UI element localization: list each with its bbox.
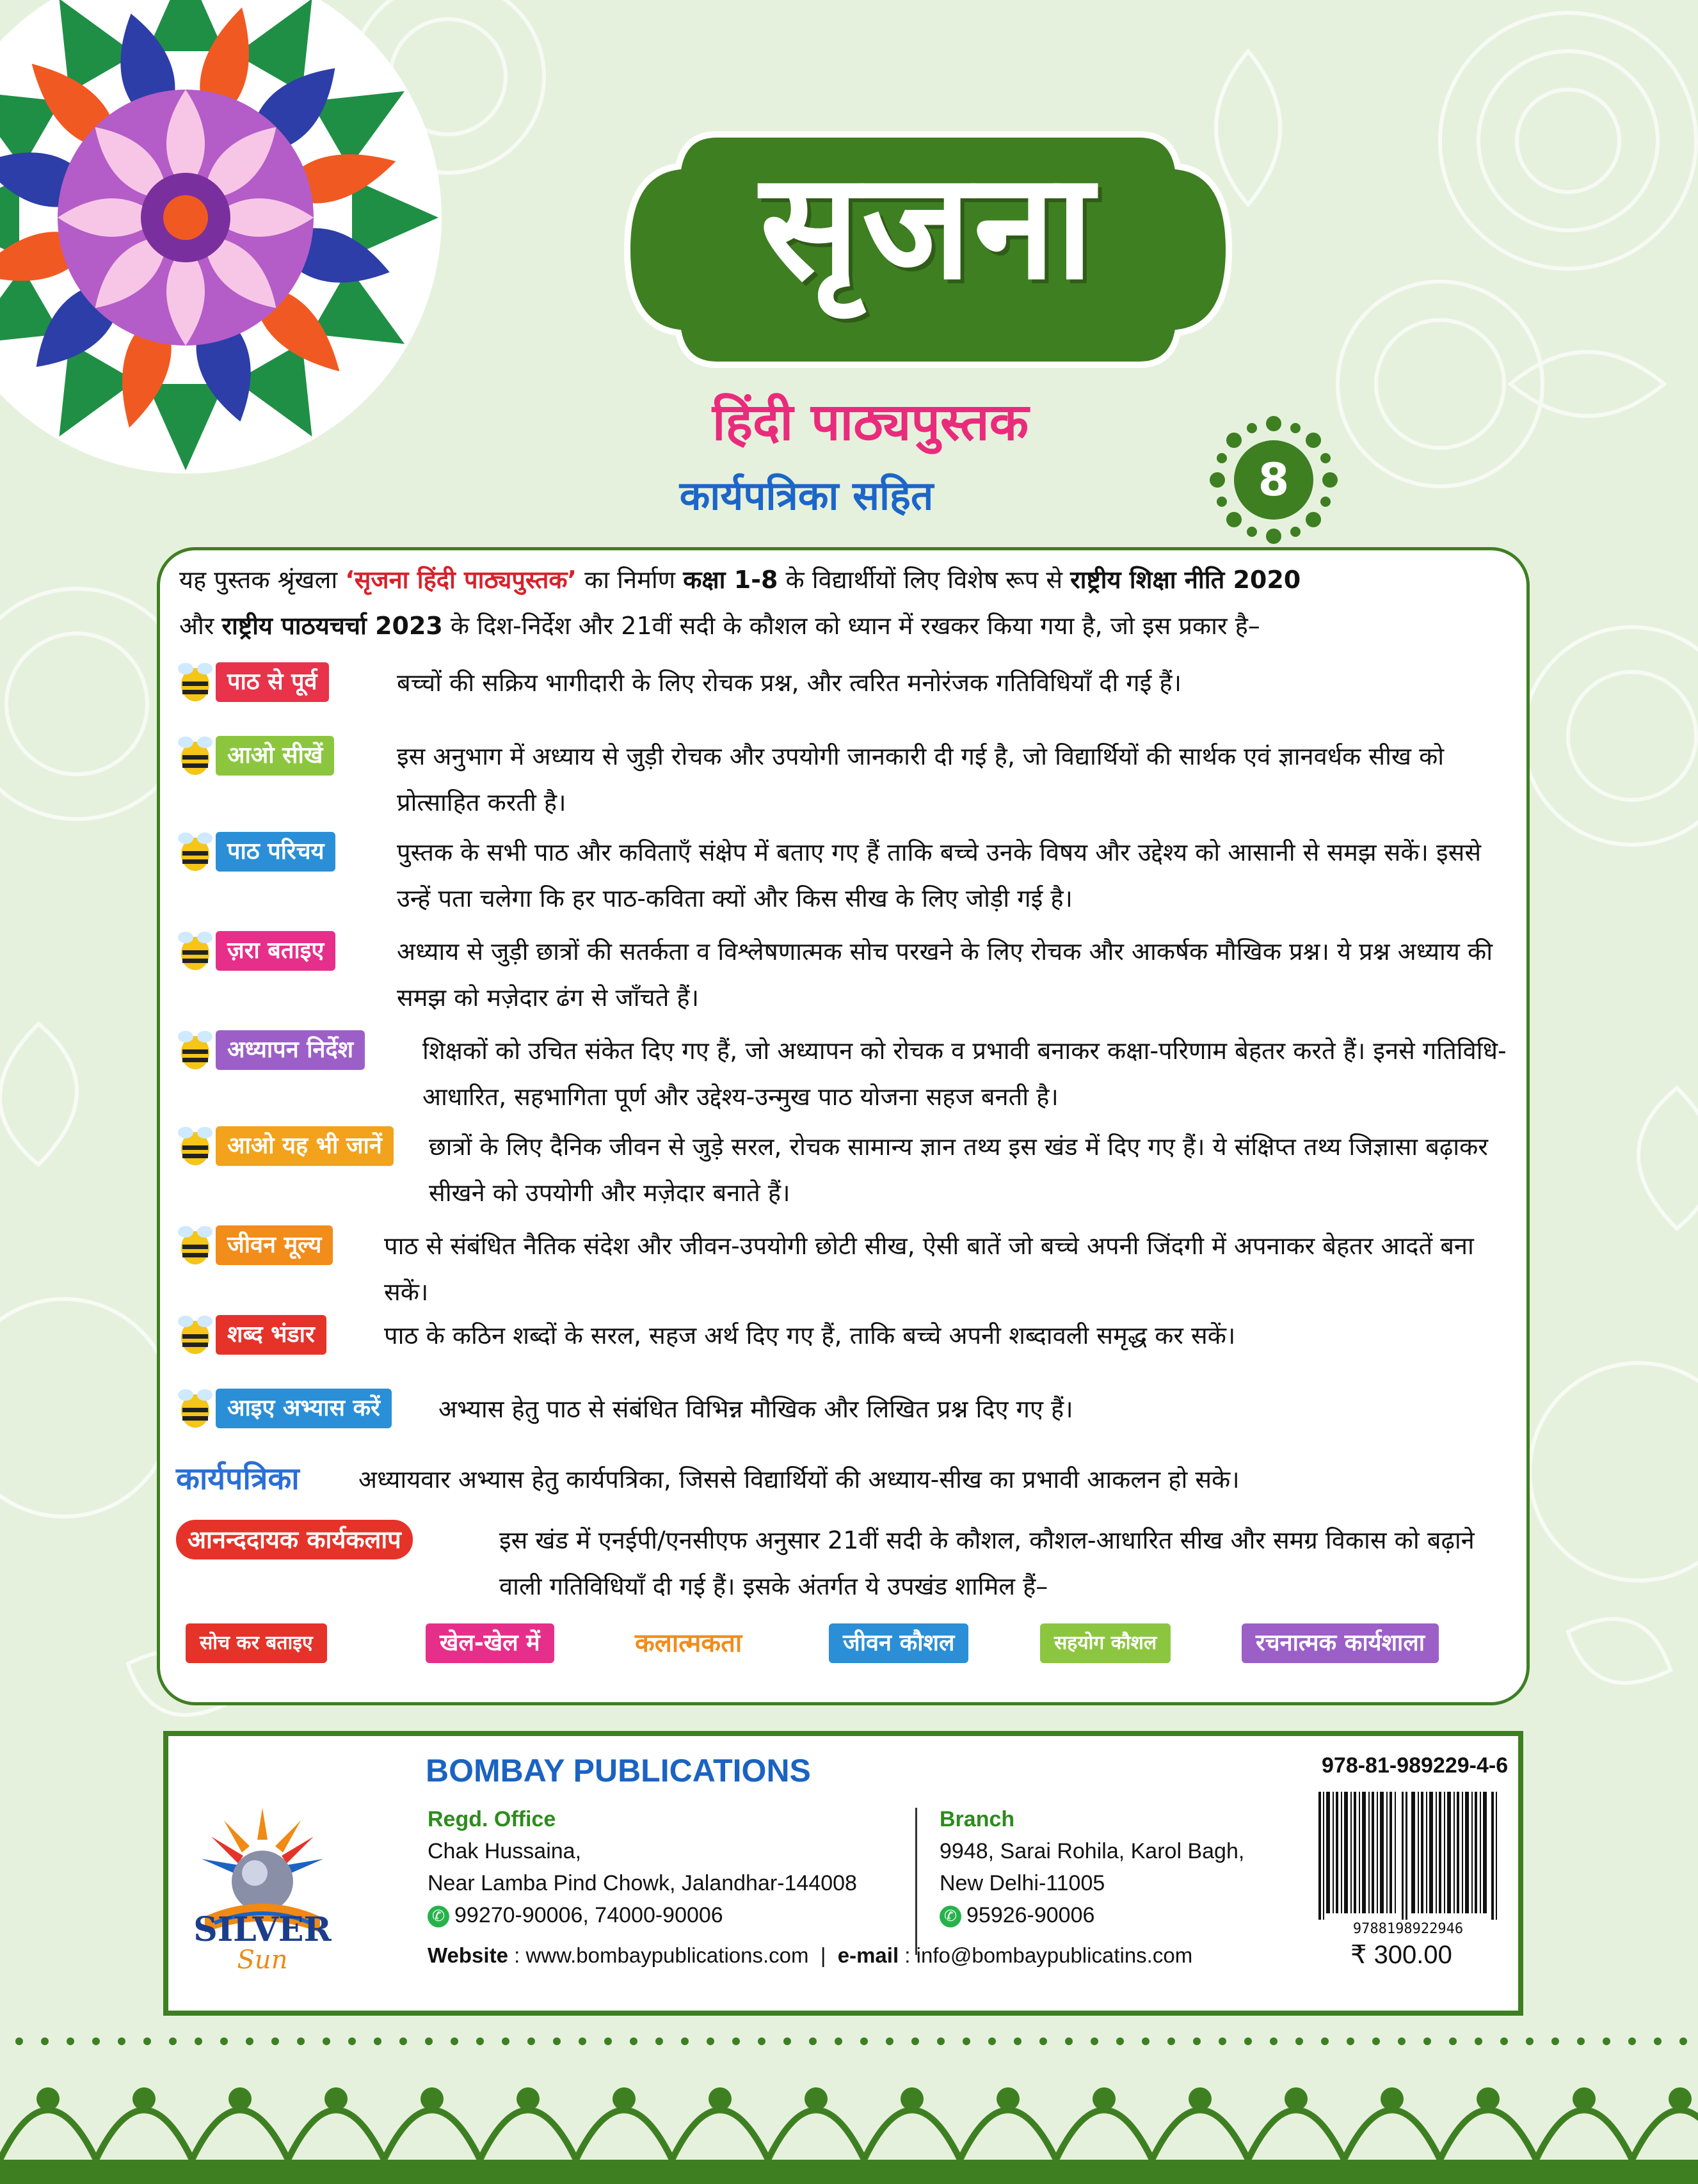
feature-label: जीवन मूल्य [216,1225,333,1265]
feature-label: अध्यापन निर्देश [216,1030,365,1070]
feature-description: पाठ के कठिन शब्दों के सरल, सहज अर्थ दिए गए हैं, ताकि बच्चे अपनी शब्दावली समृद्ध कर सकें। [384,1321,1236,1350]
feature-label: पाठ से पूर्व [216,662,329,702]
grade-number: 8 [1258,454,1290,506]
bee-icon [176,829,214,873]
bee-icon [176,1385,214,1430]
feature-description: इस अनुभाग में अध्याय से जुड़ी रोचक और उपयोगी जानकारी दी गई है, जो विद्यार्थियों की सार्थक एवं ज्ञानवर्धक सीख को प्रोत्साहित करती है। [397,742,1445,817]
isbn: 978-81-989229-4-6 [1322,1753,1509,1778]
intro-paragraph: यह पुस्तक श्रृंखला ‘सृजना हिंदी पाठ्यपुस्तक’ का निर्माण कक्षा 1-8 के विद्यार्थीयों लिए विशेष रूप से राष्ट्रीय शिक्षा नीति 2020 और राष्ट्रीय पाठयचर्चा 2023 के दिश-निर्देश और 21वीं सदी के कौशल को ध्यान में रखकर किया गया है, जो इस प्रकार है– [179,566,1301,640]
whatsapp-icon: ✆ [940,1906,961,1927]
bee-icon [176,1222,214,1267]
subsection-pill: सोच कर बताइए [186,1623,327,1663]
subsection-strip [179,1616,1510,1680]
subsection-pill: खेल-खेल में [426,1623,554,1663]
publisher-name: BOMBAY PUBLICATIONS [426,1753,811,1789]
feature-description: बच्चों की सक्रिय भागीदारी के लिए रोचक प्रश्न, और त्वरित मनोरंजक गतिविधियाँ दी गई हैं। [397,669,1181,697]
logo-subname: Sun [237,1945,288,1975]
mandala-decoration [0,0,448,506]
website-link[interactable]: www.bombaypublications.com [525,1943,809,1967]
feature-label: कार्यपत्रिका [176,1461,300,1497]
subsection-pill: सहयोग कौशल [1040,1623,1171,1663]
book-title: सृजना [760,141,1096,312]
regd-office: Regd. Office Chak Hussaina, Near Lamba Pind Chowk, Jalandhar-144008 ✆ 99270-90006, 74000-90006 [428,1807,857,1927]
bee-icon [176,659,214,704]
feature-description: पाठ से संबंधित नैतिक संदेश और जीवन-उपयोगी छोटी सीख, ऐसी बातें जो बच्चे अपनी जिंदगी में अपनाकर बेहतर आदतें बना सकें। [384,1232,1474,1306]
feature-description: पुस्तक के सभी पाठ और कविताएँ संक्षेप में बताए गए हैं ताकि बच्चे उनके विषय और उद्देश्य को आसानी से समझ सकें। इससे उन्हें पता चलेगा कि हर पाठ-कविता क्यों और किस सीख के लिए जोड़ी गई है। [397,838,1482,913]
feature-description: अध्यायवार अभ्यास हेतु कार्यपत्रिका, जिससे विद्यार्थियों की अध्याय-सीख का प्रभावी आकलन हो सके। [358,1465,1240,1494]
book-subtitle: हिंदी पाठ्यपुस्तक [712,392,1029,452]
whatsapp-icon: ✆ [428,1906,449,1927]
feature-description: शिक्षकों को उचित संकेत दिए गए हैं, जो अध्यापन को रोचक व प्रभावी बनाकर कक्षा-परिणाम बेहतर करते हैं। इनसे गतिविधि-आधारित, सहभागिता पूर्ण और उद्देश्य-उन्मुख पाठ योजना सहज बनती है। [422,1037,1507,1111]
feature-label: आइए अभ्यास करें [216,1389,392,1428]
book-subtitle-worksheet: कार्यपत्रिका सहित [679,472,934,519]
subsection-pill: जीवन कौशल [829,1623,968,1663]
feature-description: अध्याय से जुड़ी छात्रों की सतर्कता व विश्लेषणात्मक सोच परखने के लिए रोचक और आकर्षक मौखिक प्रश्न। ये प्रश्न अध्याय की समझ को मज़ेदार ढंग से जाँचते हैं। [397,937,1493,1012]
feature-label: आनन्ददायक कार्यकलाप [176,1520,413,1559]
series-name: ‘सृजना हिंदी पाठ्यपुस्तक’ [345,566,577,594]
address-divider [915,1808,917,1955]
contact-line: Website : www.bombaypublications.com | e-mail : info@bombaypublicatins.com [428,1943,1193,1967]
feature-description: अभ्यास हेतु पाठ से संबंधित विभिन्न मौखिक और लिखित प्रश्न दिए गए हैं। [438,1395,1073,1423]
subsection-pill: रचनात्मक कार्यशाला [1242,1623,1439,1663]
feature-description: इस खंड में एनईपी/एनसीएफ अनुसार 21वीं सदी के कौशल, कौशल-आधारित सीख और समग्र विकास को बढ़ाने वाली गतिविधियाँ दी गई हैं। इसके अंतर्गत ये उपखंड शामिल हैं– [499,1526,1475,1600]
feature-label: आओ सीखें [216,736,334,776]
decorative-border [0,2022,1698,2184]
feature-label: आओ यह भी जानें [216,1126,394,1166]
bee-icon [176,1027,214,1072]
feature-label: शब्द भंडार [216,1315,326,1355]
feature-label: ज़रा बताइए [216,931,335,971]
price: ₹ 300.00 [1350,1941,1452,1969]
bee-icon [176,1123,214,1168]
barcode-number: 9788198922946 [1352,1921,1464,1937]
barcode [1312,1785,1504,1926]
feature-label: पाठ परिचय [216,832,335,872]
feature-description: छात्रों के लिए दैनिक जीवन से जुड़े सरल, रोचक सामान्य ज्ञान तथ्य इस खंड में दिए गए हैं। ये संक्षिप्त तथ्य जिज्ञासा बढ़ाकर सीखने को उपयोगी और मज़ेदार बनाते हैं। [429,1133,1488,1207]
branch-office: Branch 9948, Sarai Rohila, Karol Bagh, New Delhi-11005 ✆ 95926-90006 [940,1807,1245,1927]
logo-name: SILVER [193,1910,332,1949]
bee-icon [176,928,214,973]
email-link[interactable]: info@bombaypublicatins.com [916,1943,1193,1967]
bee-icon [176,1312,214,1357]
bee-icon [176,733,214,777]
subsection-pill: कलात्मकता [635,1629,742,1658]
